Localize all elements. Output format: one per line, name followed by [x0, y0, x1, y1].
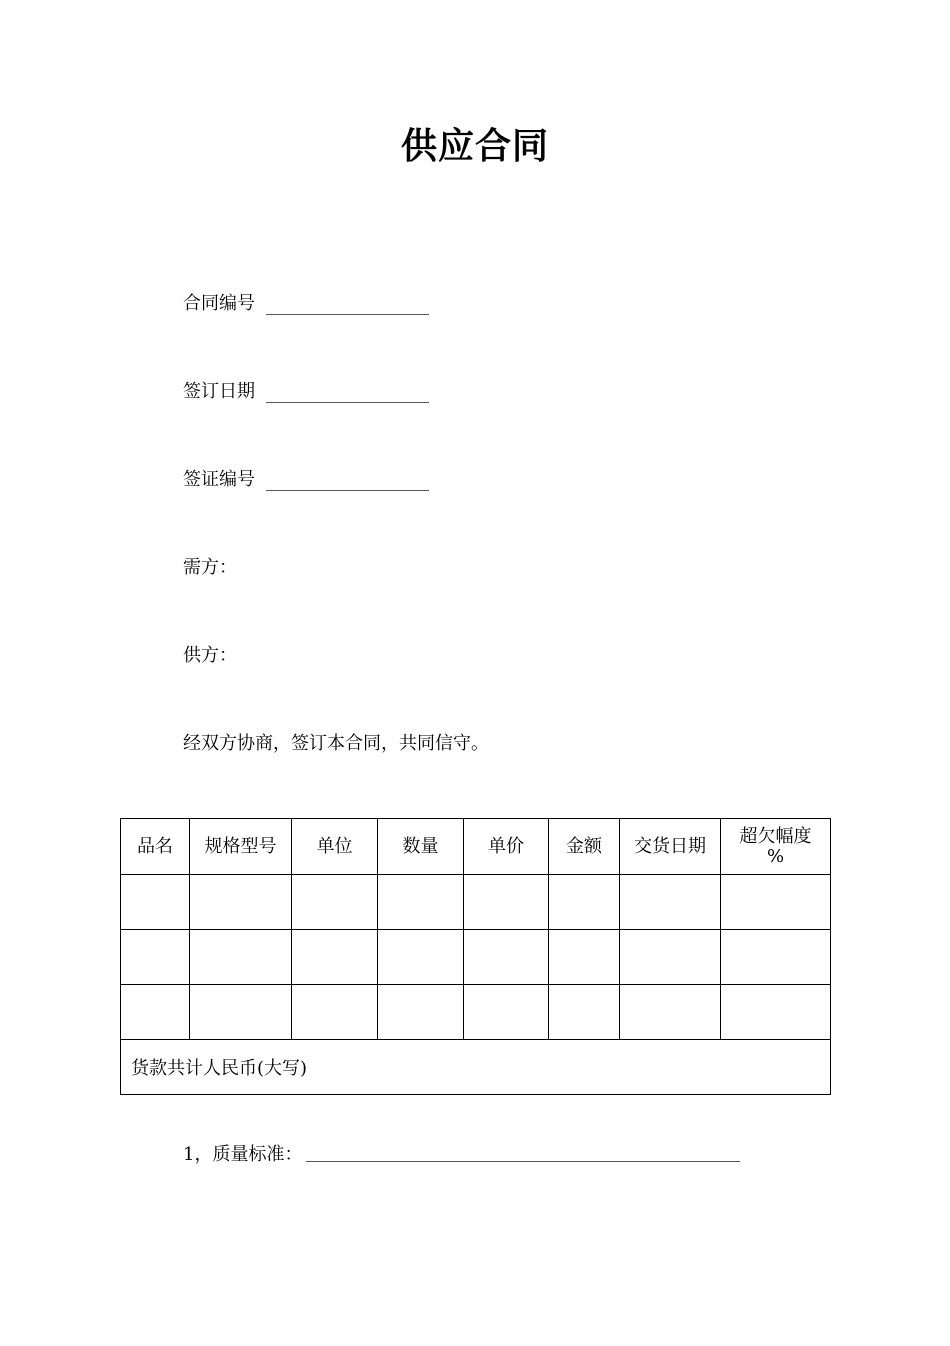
quality-standard-blank[interactable]: [306, 1161, 740, 1162]
table-cell[interactable]: [721, 875, 831, 930]
contract-number-label: 合同编号: [183, 293, 255, 314]
col-header-amount: 金额: [549, 819, 620, 875]
total-amount-cell[interactable]: [121, 1040, 831, 1095]
table-cell[interactable]: [121, 930, 190, 985]
table-row: [121, 930, 831, 985]
cert-number-row: [183, 468, 429, 492]
quality-standard-row: [183, 1140, 740, 1166]
goods-table: [120, 818, 831, 1095]
table-cell[interactable]: [721, 985, 831, 1040]
cert-number-label: 签证编号: [183, 469, 255, 490]
col-header-spec: 规格型号: [190, 819, 292, 875]
col-header-tolerance-line2: %: [766, 845, 785, 867]
table-cell[interactable]: [464, 930, 549, 985]
col-header-unit-price: 单价: [464, 819, 549, 875]
table-cell[interactable]: [549, 985, 620, 1040]
sign-date-blank[interactable]: [266, 402, 429, 403]
table-cell[interactable]: [190, 985, 292, 1040]
table-header-row: [121, 819, 831, 875]
contract-number-blank[interactable]: [266, 314, 429, 315]
col-header-quantity: 数量: [378, 819, 464, 875]
table-row: [121, 985, 831, 1040]
table-cell[interactable]: [378, 930, 464, 985]
table-cell[interactable]: [292, 930, 378, 985]
page-title: 供应合同: [400, 126, 549, 167]
contract-number-row: [183, 292, 429, 316]
sign-date-row: [183, 380, 429, 404]
table-cell[interactable]: [190, 875, 292, 930]
table-cell[interactable]: [620, 985, 721, 1040]
table-cell[interactable]: [549, 930, 620, 985]
table-cell[interactable]: [378, 875, 464, 930]
quality-standard-label: 1，质量标准：: [183, 1144, 303, 1165]
supplier-row: [183, 644, 237, 668]
total-row: [121, 1040, 831, 1095]
table-cell[interactable]: [292, 875, 378, 930]
buyer-label: 需方：: [183, 557, 237, 578]
col-header-unit: 单位: [292, 819, 378, 875]
table-cell[interactable]: [292, 985, 378, 1040]
col-header-tolerance: [721, 819, 831, 875]
cert-number-blank[interactable]: [266, 490, 429, 491]
supplier-label: 供方：: [183, 645, 237, 666]
col-header-name: 品名: [121, 819, 190, 875]
intro-text: 经双方协商，签订本合同，共同信守。: [183, 733, 489, 754]
sign-date-label: 签订日期: [183, 381, 255, 402]
table-cell[interactable]: [620, 930, 721, 985]
buyer-row: [183, 556, 237, 580]
table-cell[interactable]: [549, 875, 620, 930]
table-cell[interactable]: [721, 930, 831, 985]
table-cell[interactable]: [190, 930, 292, 985]
total-amount-label: 货款共计人民币(大写): [131, 1058, 308, 1079]
col-header-tolerance-line1: 超欠幅度: [739, 825, 812, 847]
table-cell[interactable]: [464, 875, 549, 930]
table-cell[interactable]: [620, 875, 721, 930]
table-cell[interactable]: [121, 985, 190, 1040]
table-cell[interactable]: [464, 985, 549, 1040]
table-cell[interactable]: [378, 985, 464, 1040]
table-cell[interactable]: [121, 875, 190, 930]
col-header-delivery-date: 交货日期: [620, 819, 721, 875]
table-row: [121, 875, 831, 930]
